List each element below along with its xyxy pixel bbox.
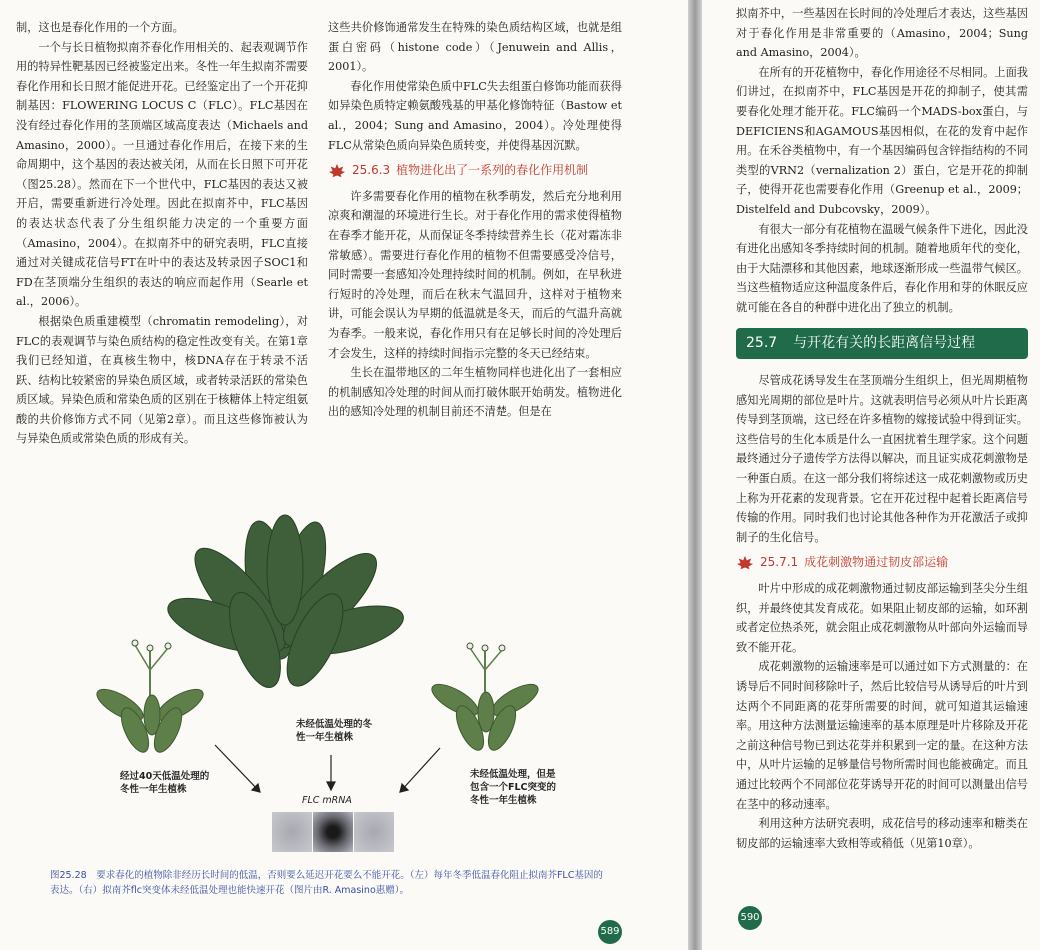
mrna-blot-left: [272, 812, 312, 852]
paragraph: 这些共价修饰通常发生在特殊的染色质结构区域，也就是组蛋白密码（histone code）（Jenuwein and Allis，2001）。: [328, 21, 622, 74]
section-number: 25.6.3: [352, 163, 391, 178]
left-plant: [92, 640, 207, 756]
paragraph: 利用这种方法研究表明，成花信号的移动速率和糖类在韧皮部的运输速率大致相等或稍低（见第10章）。: [736, 817, 1028, 850]
center-plant-label: 未经低温处理的冬性一年生植株: [296, 719, 373, 743]
right-plant-label: 未经低温处理，但是包含一个FLC突变的冬性一年生植株: [470, 769, 557, 806]
left-plant-label: 经过40天低温处理的冬性一年生植株: [120, 771, 210, 795]
left-column-2: [328, 18, 622, 422]
chapter-section-number: 25.7: [746, 334, 778, 351]
subsection-number: 25.7.1: [760, 555, 799, 570]
right-page: [702, 0, 1040, 950]
paragraph: 拟南芥中，一些基因在长时间的冷处理后才表达，这些基因对于春化作用是非常重要的（Amasino，2004；Sung and Amasino，2004）。: [736, 7, 1028, 60]
paragraph: 春化作用使常染色质中FLC失去组蛋白修饰功能而获得如异染色质特定赖氨酸残基的甲基化修饰特征（Bastow et al.，2004；Sung and Amasino，2004）。冷处理使得FLC从常染色质向异染色质转变，并使得基因沉默。: [328, 79, 622, 152]
section-title: 植物进化出了一系列的春化作用机制: [396, 163, 589, 178]
right-column: [736, 4, 1028, 853]
paragraph: 叶片中形成的成花刺激物通过韧皮部运输到茎尖分生组织，并最终使其发育成花。如果阻止韧皮部的运输，如环割或者定位热杀死，就会阻止成花刺激物从叶部向外运输而导致不能开花。: [736, 582, 1028, 654]
chapter-section-title: 与开花有关的长距离信号过程: [793, 334, 976, 351]
section-heading: [328, 161, 622, 181]
paragraph: 一个与长日植物拟南芥春化作用相关的、起表观调节作用的特异性靶基因已经被鉴定出来。冬性一年生拟南芥需要春化作用和长日照才能促进开花。已经鉴定出了一个开花抑制基因：FLOWERING LOCUS C（FLC）。FLC基因在没有经过春化作用的茎顶端区域高度表达（Michaels and Amasino，2000）。一旦通过春化作用后，在接下来的生命周期中，这个基因的表达被关闭，从而在长日照下可开花（图25.28）。然而在下一个世代中，FLC基因的表达又被开启，需要重新进行冷处理。因此在拟南芥中，FLC基因的表达状态代表了分生组织能力决定的一个重要方面（Amasino，2004）。在拟南芥中的研究表明，FLC直接通过对关键成花信号FT在叶中的表达及转录因子SOC1和FD在茎顶端分生组织的表达的响应而起作用（Searle et al.，2006）。: [16, 40, 308, 309]
book-gutter: [688, 0, 702, 950]
page-number: 589: [598, 920, 622, 944]
figure-caption: 图25.28 要求春化的植物除非经历长时间的低温，否则要么延迟开花要么不能开花。（左）每年冬季低温春化阻止拟南芥FLC基因的表达。（右）拟南芥flc突变体未经低温处理也能快速开花（图片由R. Amasino惠赠）。: [50, 870, 603, 896]
right-plant: [427, 643, 542, 754]
maple-leaf-icon: [328, 163, 346, 179]
paragraph: 许多需要春化作用的植物在秋季萌发，然后充分地利用凉爽和潮湿的环境进行生长。对于春化作用的需求使得植物在春季才能开花，从而保证冬季持续营养生长（花对霜冻非常敏感）。需要进行春化作用的植物不但需要感受冷信号，同时需要一套感知冷处理持续时间的机制。例如，在早秋进行短时的冷处理，而后在秋末气温回升，这样对于植物来讲，可能会误认为早期的低温就是冬天，而后的气温升高就为春季。一般来说，春化作用只有在足够长时间的冷处理后才会发生，这样的持续时间指示完整的冬天已经结束。: [328, 189, 622, 360]
mrna-label: FLC mRNA: [302, 795, 352, 806]
mrna-blot-right: [354, 812, 394, 852]
paragraph: 成花刺激物的运输速率是可以通过如下方式测量的：在诱导后不同时间移除叶子，然后比较信号从诱导后的叶片到达两个不同距离的花芽所需要的时间，就可知道其运输速率。用这种方法测量运输速率的基本原理是叶片移除及开花之前这种信号物已到达花芽并积累到一定的量。在这种方法中，从叶片运输的足够量信号物所需时间也能被确定。而且通过比较两个不同部位花芽诱导开花的时间可以测量出信号在茎中的移动速率。: [736, 660, 1028, 811]
paragraph: 尽管成花诱导发生在茎顶端分生组织上，但光周期植物感知光周期的部位是叶片。这就表明信号必须从叶片长距离传导到茎顶端，这已经在许多植物的嫁接试验中得到证实。这些信号的生化本质是什么一直困扰着生理学家。这个问题最终通过分子遗传学方法得以解决，而且证实成花刺激物是一种蛋白质。在这一部分我们将综述这一成花刺激物或历史上称为开花素的发现背景。它在开花过程中起着长距离信号传输的作用。同时我们也讨论其他各种作为开花激活子或抑制子的生化信号。: [736, 374, 1028, 544]
arrows: [215, 745, 440, 792]
paragraph: 在所有的开花植物中，春化作用途径不尽相同。上面我们讲过，在拟南芥中，FLC基因是开花的抑制子，使其需要春化处理才能开花。FLC编码一个MADS-box蛋白，与DEFICIENS和AGAMOUS基因相似，在花的发育中起作用。在禾谷类植物中，有一个基因编码包含锌指结构的不同类型的VRN2（vernalization 2）蛋白，它是开花的抑制子，使得开花也需要春化作用（Greenup et al.，2009；Distelfeld and Dubcovsky，2009）。: [736, 65, 1028, 216]
maple-leaf-icon: [736, 555, 754, 571]
paragraph: 有很大一部分有花植物在温暖气候条件下进化，因此没有进化出感知冬季持续时间的机制。随着地质年代的变化，由于大陆漂移和其他因素，地球逐渐形成一些温带气候区。当这些植物适应这种温度条件后，春化作用和芽的休眠反应就可能在各自的种群中进化出了独立的机制。: [736, 222, 1028, 314]
chapter-section-banner: [736, 328, 1028, 360]
subsection-title: 成花刺激物通过韧皮部运输: [804, 555, 949, 570]
subsection-heading: [736, 553, 1028, 573]
paragraph: 根据染色质重建模型（chromatin remodeling），对FLC的表观调节与染色质结构的稳定性改变有关。在第1章我们已经知道，在真核生物中，核DNA存在于转录不活跃、结构比较紧密的异染色质区域，或者转录活跃的常染色质区域。异染色质和常染色质的区别在于核糖体上特定组氨酸的共价修饰方式不同（见第2章）。而且这些修饰被认为与异染色质或常染色质的形成有关。: [16, 314, 308, 446]
paragraph: 制，这也是春化作用的一个方面。: [16, 21, 184, 34]
mrna-blot-center: [313, 812, 353, 852]
center-plant: [161, 515, 408, 694]
page-number: 590: [738, 906, 762, 930]
paragraph: 生长在温带地区的二年生植物同样也进化出了一套相应的机制感知冷处理的时间从而打破休眠开始萌发。植物进化出的感知冷处理的机制目前还不清楚。但是在: [328, 366, 622, 419]
left-column-1: [16, 18, 308, 449]
